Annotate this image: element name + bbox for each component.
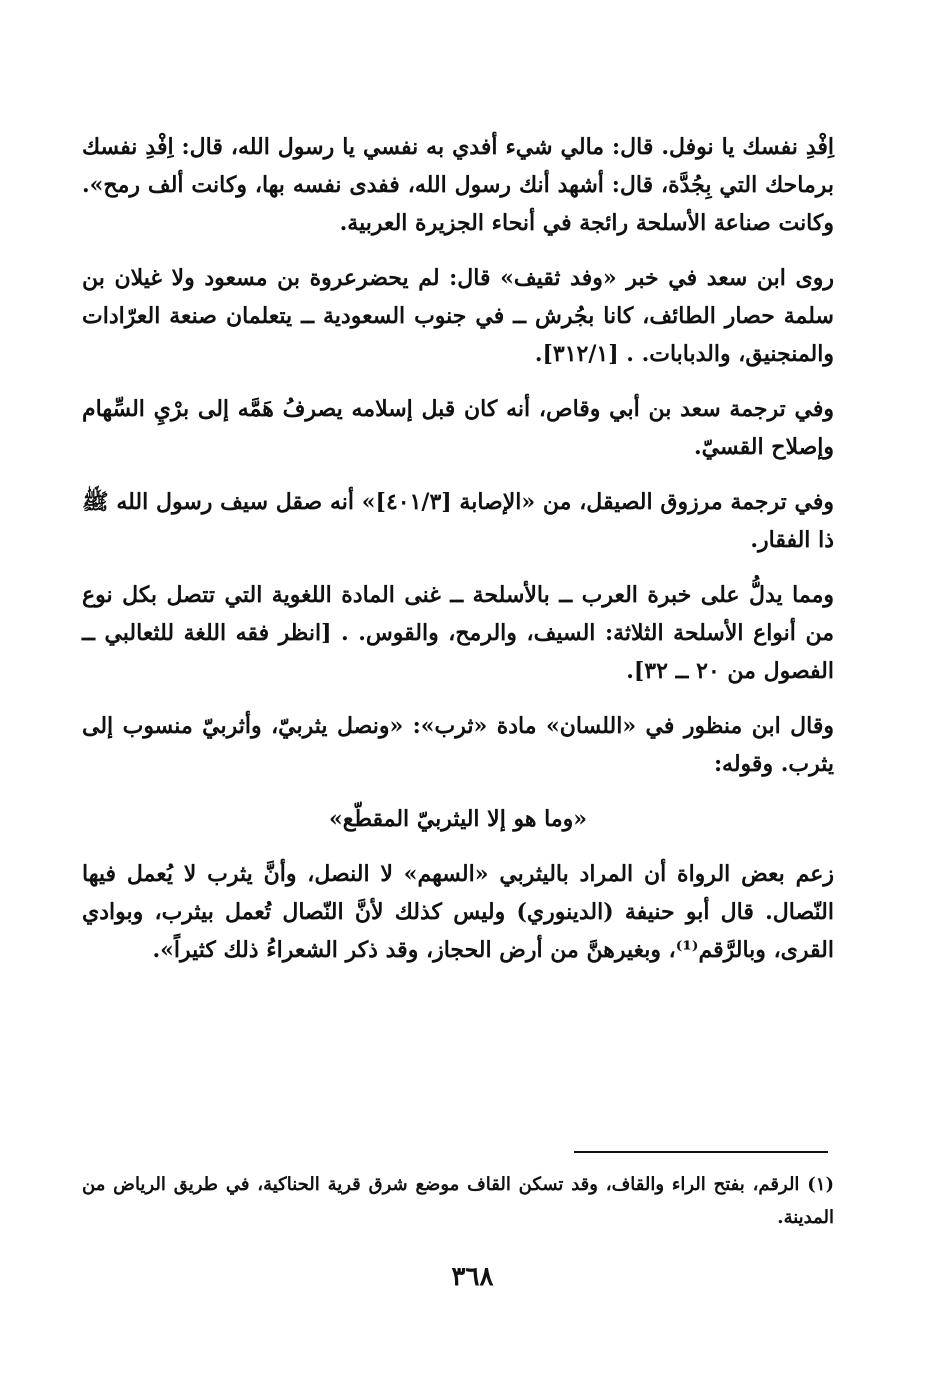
footnote: (١) الرقم، بفتح الراء والقاف، وقد تسكن القاف موضع شرق قرية الحناكية، في طريق الرياض من المدينة. <box>82 1174 834 1228</box>
paragraph-weapons-ransom: اِفْدِ نفسك يا نوفل. قال: مالي شيء أفدي به نفسي يا رسول الله، قال: اِفْدِ نفسك برماحك التي بِجُدَّة، قال: أشهد أنك رسول الله، ففدى نفسه بها، وكانت ألف رمح». وكانت صناعة الأسلحة رائجة في أنحاء الجزيرة العربية. <box>82 134 834 236</box>
footnote-divider <box>574 1151 828 1153</box>
paragraph-arab-weapons-expertise: ومما يدلُّ على خبرة العرب ــ بالأسلحة ــ غنى المادة اللغوية التي تتصل بكل نوع من أنواع الأسلحة الثلاثة: السيف، والرمح، والقوس. . [انظر فقه اللغة للثعالبي ــ الفصول من ٢٠ ــ ٣٢]. <box>82 582 834 684</box>
paragraph-saad-bin-abi-waqqas: وفي ترجمة سعد بن أبي وقاص، أنه كان قبل إسلامه يصرفُ هَمَّه إلى برْيِ السِّهام وإصلاح القسيّ. <box>82 396 834 460</box>
paragraph-ibn-manzur: وقال ابن منظور في «اللسان» مادة «ثرب»: «ونصل يثربيّ، وأثربيّ منسوب إلى يثرب. وقوله: <box>82 713 834 777</box>
main-text <box>82 128 834 986</box>
page-number: ٣٦٨ <box>451 1262 494 1292</box>
paragraph-thaqif-delegation: روى ابن سعد في خبر «وفد ثقيف» قال: لم يحضرعروة بن مسعود ولا غيلان بن سلمة حصار الطائف، كانا بجُرش ــ في جنوب السعودية ــ يتعلمان صنعة العرّادات والمنجنيق، والدبابات. . [٣١٢/١]. <box>82 265 834 367</box>
paragraph-yathribi-arrows: زعم بعض الرواة أن المراد باليثربي «السهم» لا النصل، وأنَّ يثرب لا يُعمل فيها النّصال. قال أبو حنيفة (الدينوري) وليس كذلك لأنَّ النّصال تُعمل بيثرب، وبوادي القرى، وبالرَّقم⁽¹⁾، وبغيرهنَّ من أرض الحجاز، وقد ذكر الشعراءُ ذلك كثيراً». <box>82 861 834 963</box>
paragraph-marzouq-saiqal: وفي ترجمة مرزوق الصيقل، من «الإصابة [٤٠١/٣]» أنه صقل سيف رسول الله ﷺ ذا الفقار. <box>82 489 834 553</box>
verse-quote: «وما هو إلا اليثربيّ المقطّع» <box>329 806 587 832</box>
